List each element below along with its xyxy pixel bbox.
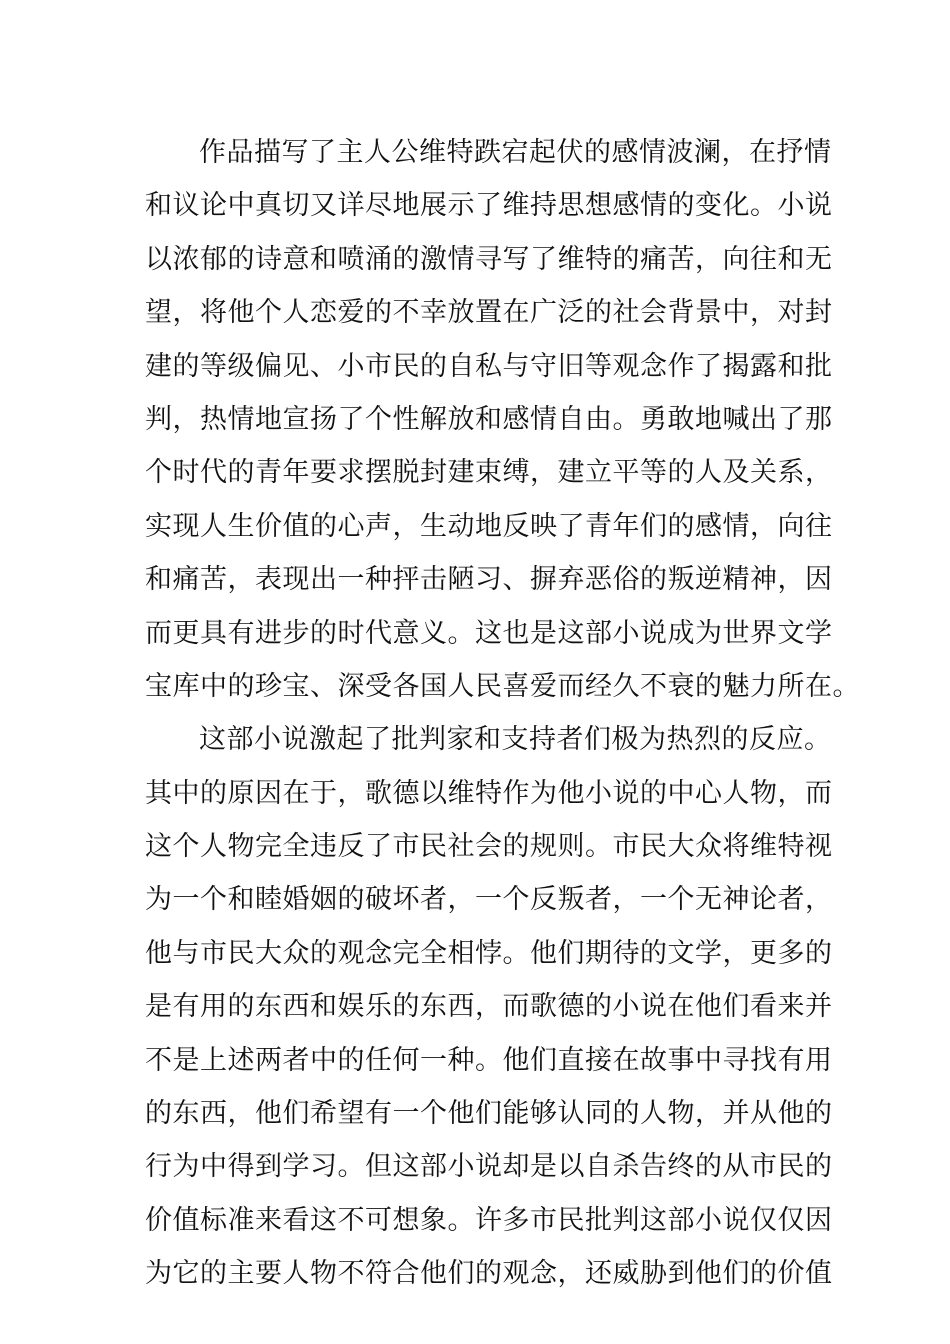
text-line: 行为中得到学习。但这部小说却是以自杀告终的从市民的 (145, 1151, 833, 1183)
text-line: 以浓郁的诗意和喷涌的激情寻写了维特的痛苦，向往和无 (145, 243, 833, 275)
text-line: 这部小说激起了批判家和支持者们极为热烈的反应。 (199, 724, 832, 756)
paragraph-2 (145, 713, 833, 1300)
text-line: 作品描写了主人公维特跌宕起伏的感情波澜，在抒情 (199, 137, 832, 168)
text-line: 这个人物完全违反了市民社会的规则。市民大众将维特视 (145, 831, 833, 863)
text-line: 的东西，他们希望有一个他们能够认同的人物，并从他的 (145, 1098, 833, 1130)
text-line: 价值标准来看这不可想象。许多市民批判这部小说仅仅因 (145, 1204, 833, 1236)
document-body (145, 126, 860, 1301)
text-line: 望，将他个人恋爱的不幸放置在广泛的社会背景中，对封 (145, 297, 833, 329)
text-line: 其中的原因在于，歌德以维特作为他小说的中心人物，而 (145, 777, 833, 809)
text-line: 是有用的东西和娱乐的东西，而歌德的小说在他们看来并 (145, 991, 833, 1023)
text-line: 不是上述两者中的任何一种。他们直接在故事中寻找有用 (145, 1044, 833, 1076)
text-line: 判，热情地宣扬了个性解放和感情自由。勇敢地喊出了那 (145, 403, 833, 435)
text-line: 和痛苦，表现出一种抨击陋习、摒弃恶俗的叛逆精神，因 (145, 564, 833, 596)
text-line: 他与市民大众的观念完全相悖。他们期待的文学，更多的 (145, 937, 833, 969)
paragraph-1 (145, 126, 860, 713)
text-line: 宝库中的珍宝、深受各国人民喜爱而经久不衰的魅力所在。 (145, 670, 860, 702)
text-line: 建的等级偏见、小市民的自私与守旧等观念作了揭露和批 (145, 350, 833, 382)
text-line: 而更具有进步的时代意义。这也是这部小说成为世界文学 (145, 617, 833, 649)
text-line: 为一个和睦婚姻的破坏者，一个反叛者，一个无神论者， (145, 884, 833, 916)
text-line: 和议论中真切又详尽地展示了维持思想感情的变化。小说 (145, 190, 833, 222)
text-line: 为它的主要人物不符合他们的观念，还威胁到他们的价值 (145, 1258, 833, 1290)
text-line: 个时代的青年要求摆脱封建束缚，建立平等的人及关系， (145, 457, 833, 489)
text-line: 实现人生价值的心声，生动地反映了青年们的感情，向往 (145, 510, 833, 542)
